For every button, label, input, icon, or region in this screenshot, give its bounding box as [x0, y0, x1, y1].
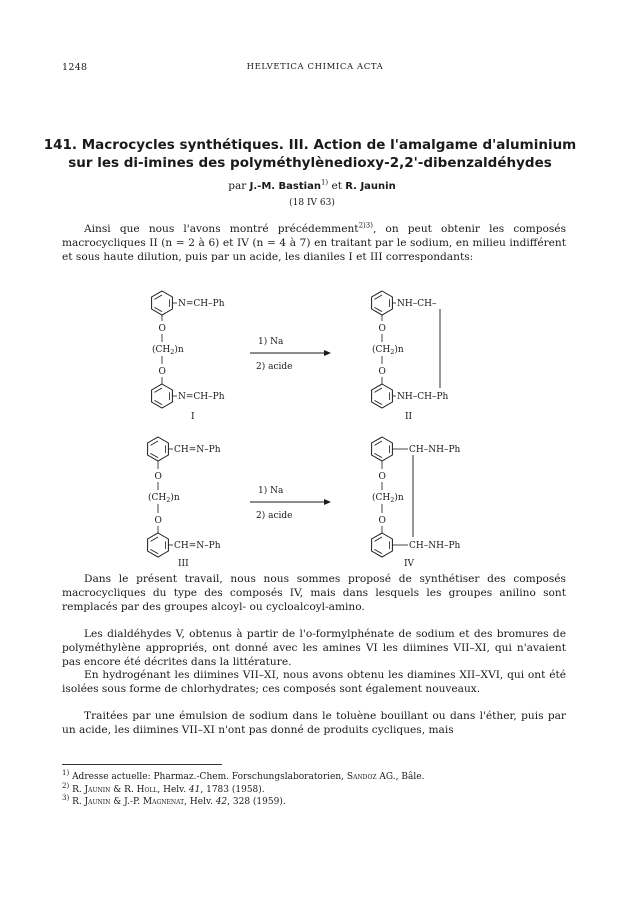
compound-III-top-group: CH=N–Ph — [174, 445, 221, 455]
compound-I — [152, 291, 225, 422]
compound-III-chain-sub: 2 — [166, 496, 171, 504]
compound-I-chain-n: )n — [174, 345, 184, 355]
body-paragraph-4: Traitées par une émulsion de sodium dans le toluène bouillant ou dans l'éther, puis par un acide, les diimines VII–XI n'ont pas donné de produits cycliques, mais — [62, 710, 566, 737]
journal-name: HELVETICA CHIMICA ACTA — [246, 62, 384, 72]
footnote-1 — [62, 771, 566, 784]
footnote-1-tail: AG., Bâle. — [376, 772, 425, 782]
author-conjunction: et — [331, 180, 342, 192]
footnote-3-mark: 3) — [62, 794, 70, 802]
compound-IV-top-group: CH–NH–Ph — [409, 445, 461, 455]
footnote-2-author-1: R. Jaunin — [72, 784, 111, 795]
compound-IV-chain-open: (CH — [372, 493, 391, 503]
author-1-note: 1) — [320, 178, 329, 187]
footnote-3-author-1: R. Jaunin — [72, 797, 111, 807]
footnote-3-cite: , Helv. — [184, 797, 216, 807]
footnote-2-volume: 41 — [188, 784, 201, 795]
compound-III-label: III — [178, 559, 189, 569]
compound-II-chain — [372, 344, 404, 356]
compound-II-bottom-group: NH–CH–Ph — [397, 392, 449, 402]
footnotes — [62, 764, 566, 809]
footnote-2-mark: 2) — [62, 781, 70, 790]
footnote-rule — [62, 764, 222, 765]
page-number: 1248 — [62, 62, 88, 73]
footnote-2-amp: & — [110, 784, 125, 795]
intro-text-before: Ainsi que nous l'avons montré précédemment — [84, 223, 359, 235]
compound-III-chain-open: (CH — [148, 493, 167, 503]
compound-I-top-group: N=CH–Ph — [178, 299, 225, 309]
compound-II-o-top: O — [378, 324, 386, 334]
compound-III-o-top: O — [154, 472, 162, 482]
arrow-2-step-1: 1) Na — [258, 486, 284, 496]
compound-II-o-bottom: O — [378, 367, 386, 377]
compound-IV-bottom-group: CH–NH–Ph — [409, 541, 461, 551]
compound-III-chain-n: )n — [170, 493, 180, 503]
compound-I-chain — [152, 344, 184, 356]
intro-refs: 2)3) — [358, 221, 373, 230]
compound-II-chain-n: )n — [394, 345, 404, 355]
body-paragraph-3: En hydrogénant les diimines VII–XI, nous avons obtenu les diamines XII–XVI, qui ont été isolées sous forme de chlorhydrates; ces composés sont également nouveaux. — [62, 669, 566, 696]
compound-IV-chain-sub: 2 — [390, 496, 395, 504]
footnote-3 — [62, 796, 566, 809]
arrow-1-step-2: 2) acide — [256, 362, 293, 372]
compound-IV-chain — [372, 492, 404, 504]
compound-II-top-group: NH–CH– — [397, 299, 437, 309]
compound-IV — [372, 437, 461, 569]
compound-IV-o-bottom: O — [378, 516, 386, 526]
title-line-1: 141. Macrocycles synthétiques. III. Action de l'amalgame d'aluminium — [43, 137, 577, 153]
body-paragraph-1: Dans le présent travail, nous nous sommes proposé de synthétiser des composés macrocycliques du type des composés IV, mais dans lesquels les groupes anilino sont remplacés par des groupes alcoyl- ou cycloalcoyl-amino. — [62, 573, 566, 614]
footnote-3-volume: 42 — [215, 797, 228, 807]
compound-IV-o-top: O — [378, 472, 386, 482]
footnote-3-amp: & — [110, 797, 125, 807]
footnote-2 — [62, 781, 566, 797]
footnote-2-rest: , 1783 (1958). — [200, 784, 265, 795]
reaction-arrow-1 — [250, 336, 331, 372]
author-2: R. Jaunin — [345, 181, 396, 192]
compound-II — [372, 291, 449, 422]
intro-text-after: , on peut obtenir les composés macrocycliques II (n = 2 à 6) et IV (n = 4 à 7) en traitant par le sodium, en milieu indifférent et sous haute dilution, puis par un acide, les dianiles I et III correspondants: — [62, 223, 566, 264]
footnote-3-author-2: J.-P. Magnenat — [124, 797, 185, 807]
body-paragraph-2: Les dialdéhydes V, obtenus à partir de l'o-formylphénate de sodium et des bromures de polyméthylène appropriés, ont donné avec les amines VI les diimines VII–XI, qui n'avaient pas encore été décrites dans la littérature. — [62, 628, 566, 669]
compound-III-o-bottom: O — [154, 516, 162, 526]
arrow-2-step-2: 2) acide — [256, 511, 293, 521]
footnote-3-rest: , 328 (1959). — [227, 797, 286, 807]
compound-IV-chain-n: )n — [394, 493, 404, 503]
received-date: (18 IV 63) — [289, 198, 335, 208]
footnote-2-author-2: R. Holl — [124, 784, 158, 795]
author-prefix: par — [228, 180, 247, 192]
compound-III — [148, 437, 221, 569]
compound-II-label: II — [405, 412, 413, 422]
title-line-2: sur les di-imines des polyméthylènedioxy-2,2'-dibenzaldéhydes — [68, 155, 552, 171]
footnote-1-mark: 1) — [62, 769, 70, 777]
footnote-2-cite: , Helv. — [157, 784, 189, 795]
compound-I-chain-sub: 2 — [170, 348, 175, 356]
compound-I-chain-open: (CH — [152, 345, 171, 355]
footnote-1-company: Sandoz — [346, 772, 377, 782]
compound-II-chain-sub: 2 — [390, 348, 395, 356]
compound-I-bottom-group: N=CH–Ph — [178, 392, 225, 402]
compound-IV-label: IV — [404, 559, 415, 569]
footnote-1-text: Adresse actuelle: Pharmaz.-Chem. Forschungslaboratorien, — [72, 772, 345, 782]
compound-I-o-top: O — [158, 324, 166, 334]
reaction-arrow-2 — [250, 485, 331, 521]
compound-II-chain-open: (CH — [372, 345, 391, 355]
author-1: J.-M. Bastian — [249, 181, 321, 192]
compound-I-label: I — [191, 412, 195, 422]
compound-III-bottom-group: CH=N–Ph — [174, 541, 221, 551]
arrow-1-step-1: 1) Na — [258, 337, 284, 347]
compound-I-o-bottom: O — [158, 367, 166, 377]
compound-III-chain — [148, 492, 180, 504]
